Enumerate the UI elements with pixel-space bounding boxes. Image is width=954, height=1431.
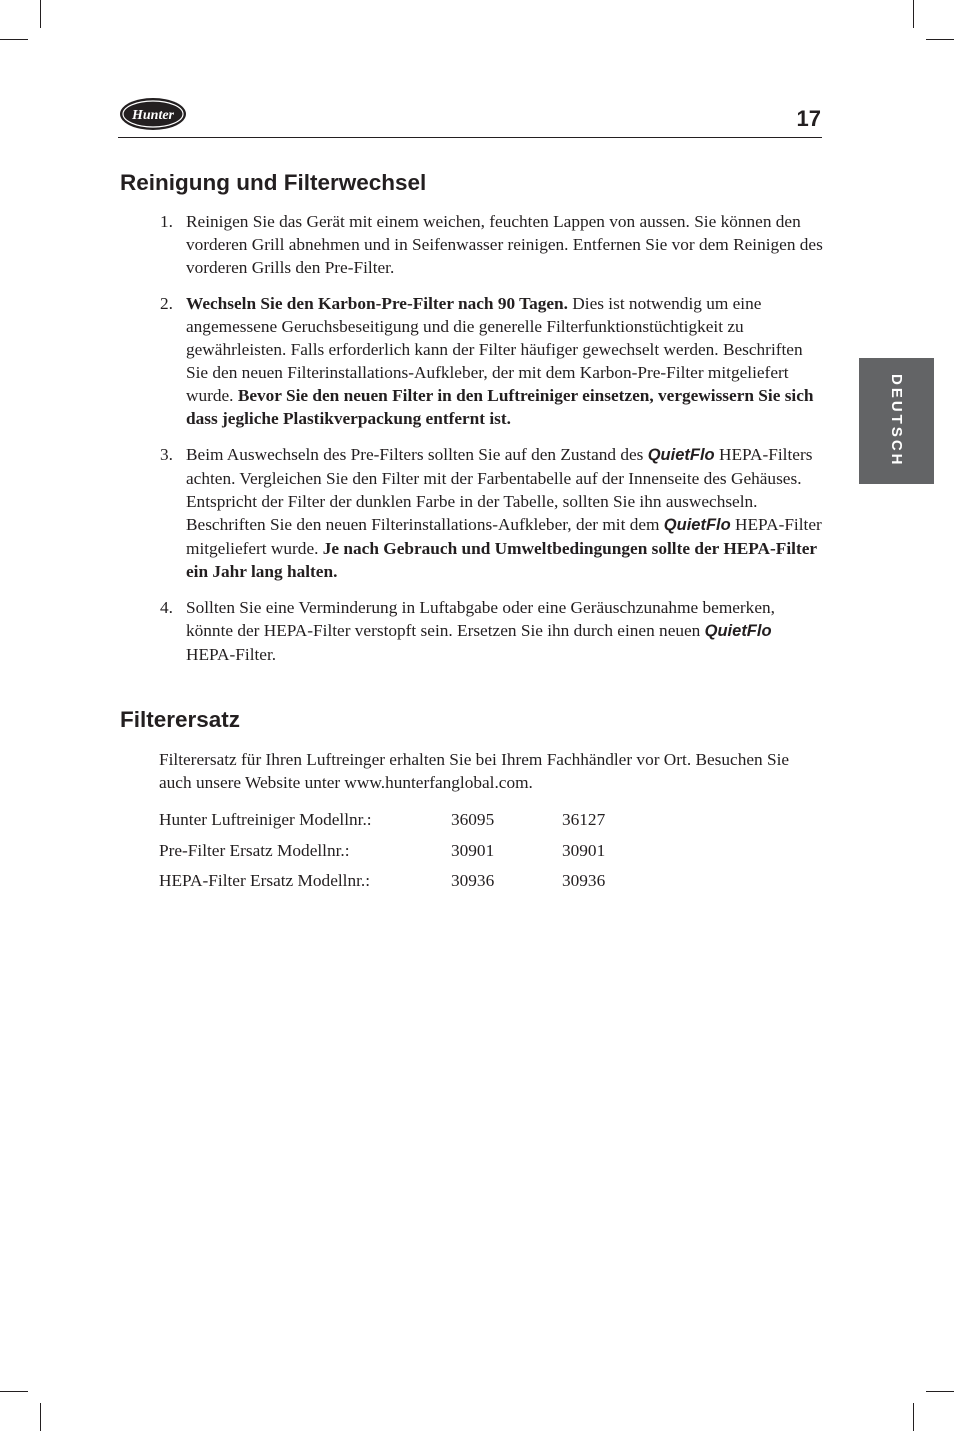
hunter-logo bbox=[118, 95, 188, 133]
list-item bbox=[158, 292, 824, 430]
item-text: Sollten Sie eine Verminderung in Luftabgabe oder eine Geräuschzunahme bemerken, könnte der HEPA-Filter verstopft sein. Ersetzen Sie ihn durch einen neuen bbox=[186, 598, 775, 640]
item-text: HEPA-Filters achten. Vergleichen Sie den Filter mit der Farbentabelle auf der Innenseite des Gehäuses. Entspricht der Filter der dunklen Farbe in der Tabelle, sollten Sie ihn auswechseln. Beschriften Sie den neuen Filterinstallations-Aufkleber, der mit dem bbox=[186, 445, 813, 534]
table-cell: Pre-Filter Ersatz Modellnr.: bbox=[159, 840, 350, 860]
model-number-table bbox=[159, 805, 642, 897]
table-row bbox=[159, 805, 642, 836]
item-text: Beim Auswechseln des Pre-Filters sollten Sie auf den Zustand des bbox=[186, 445, 648, 464]
brand-name: QuietFlo bbox=[647, 446, 715, 464]
crop-mark bbox=[40, 1403, 41, 1431]
list-item bbox=[158, 443, 824, 583]
crop-mark bbox=[40, 0, 41, 28]
table-row bbox=[159, 866, 642, 897]
item-number: 3. bbox=[160, 445, 173, 464]
item-bold-lead: Wechseln Sie den Karbon-Pre-Filter nach 90 Tagen. bbox=[186, 294, 568, 313]
brand-name: QuietFlo bbox=[663, 516, 731, 534]
item-text: Reinigen Sie das Gerät mit einem weichen, feuchten Lappen von aussen. Sie können den vorderen Grill abnehmen und in Seifenwasser reinigen. Entfernen Sie vor dem Reinigen des vorderen Grills den Pre-Filter. bbox=[186, 212, 823, 277]
crop-mark bbox=[0, 1391, 28, 1392]
cleaning-steps-list bbox=[158, 210, 824, 679]
logo-text: Hunter bbox=[131, 108, 175, 123]
crop-mark bbox=[0, 39, 28, 40]
list-item bbox=[158, 210, 824, 279]
item-bold-note: Je nach Gebrauch und Umweltbedingungen sollte der HEPA-Filter ein Jahr lang halten. bbox=[186, 539, 817, 581]
list-item bbox=[158, 596, 824, 666]
table-cell: Hunter Luftreiniger Modellnr.: bbox=[159, 810, 372, 830]
table-cell: HEPA-Filter Ersatz Modellnr.: bbox=[159, 871, 371, 891]
language-tab bbox=[859, 358, 934, 484]
item-number: 1. bbox=[160, 212, 173, 231]
crop-mark bbox=[926, 1391, 954, 1392]
item-number: 2. bbox=[160, 294, 173, 313]
crop-mark bbox=[913, 0, 914, 28]
item-text: Dies ist notwendig um eine angemessene Geruchsbeseitigung und die generelle Filterfunktionstüchtigkeit zu gewährleisten. Falls erforderlich kann der Filter häufiger gewechselt werden. Beschriften Sie den neuen Filterinstallations-Aufkleber, der mit dem Karbon-Pre-Filter mitgeliefert wurde. bbox=[186, 294, 803, 405]
crop-mark bbox=[926, 39, 954, 40]
brand-name: QuietFlo bbox=[704, 622, 772, 640]
header-divider bbox=[118, 137, 822, 138]
language-tab-label: DEUTSCH bbox=[888, 374, 905, 468]
item-text: HEPA-Filter. bbox=[186, 645, 277, 664]
crop-mark bbox=[913, 1403, 914, 1431]
section-title-cleaning: Reinigung und Filterwechsel bbox=[120, 170, 427, 195]
table-cell: 30901 bbox=[562, 840, 606, 860]
item-bold-warning: Bevor Sie den neuen Filter in den Luftreiniger einsetzen, vergewissern Sie sich dass jegliche Plastikverpackung entfernt ist. bbox=[186, 386, 814, 428]
table-cell: 30936 bbox=[562, 871, 606, 891]
table-row bbox=[159, 836, 642, 867]
table-cell: 36095 bbox=[451, 810, 495, 830]
table-cell: 36127 bbox=[562, 810, 606, 830]
item-number: 4. bbox=[160, 598, 173, 617]
page-number: 17 bbox=[796, 106, 821, 131]
replacement-intro: Filterersatz für Ihren Luftreinger erhalten Sie bei Ihrem Fachhändler vor Ort. Besuchen Sie auch unsere Website unter www.hunterfanglobal.com. bbox=[159, 750, 790, 792]
table-cell: 30936 bbox=[451, 871, 495, 891]
table-cell: 30901 bbox=[451, 840, 495, 860]
section-title-replacement: Filterersatz bbox=[120, 707, 241, 732]
item-text: HEPA-Filter mitgeliefert wurde. bbox=[186, 515, 822, 558]
